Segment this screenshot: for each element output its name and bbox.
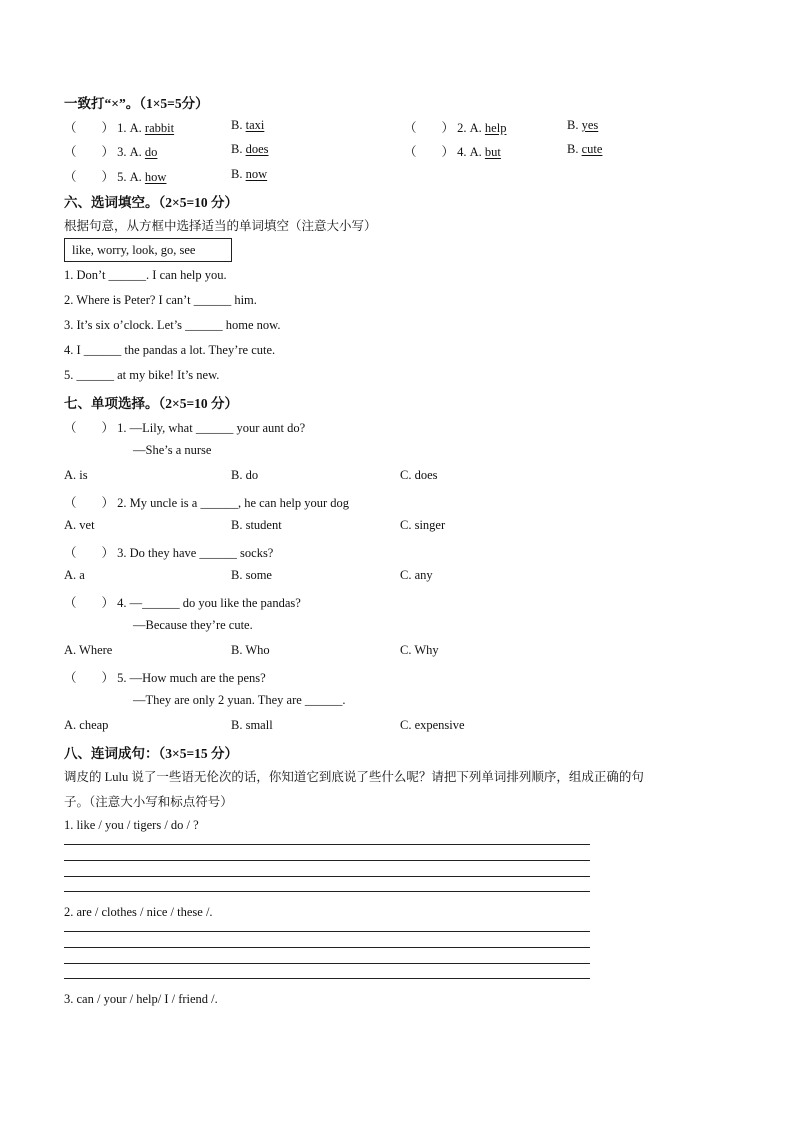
option-a-label: A. — [469, 121, 485, 135]
answer-blank[interactable]: （ ） — [64, 546, 115, 560]
choice-c: C. expensive — [400, 718, 465, 732]
reorder-item: 3. can / your / help/ I / friend /. — [64, 992, 218, 1006]
writing-line[interactable] — [64, 931, 590, 932]
writing-line[interactable] — [64, 963, 590, 964]
choice-a: A. vet — [64, 518, 95, 532]
option-b-word: does — [245, 142, 269, 156]
option-a-label: A. — [129, 121, 145, 135]
fill-item: 3. It’s six o’clock. Let’s ______ home now. — [64, 318, 281, 332]
section6-instruction: 根据句意，从方框中选择适当的单词填空（注意大小写） — [64, 219, 377, 233]
question-text: 3. Do they have ______ socks? — [117, 546, 274, 560]
choice-a: A. a — [64, 568, 85, 582]
question-reply: —They are only 2 yuan. They are ______. — [133, 693, 346, 707]
option-a-label: A. — [129, 170, 145, 184]
choice-c: C. any — [400, 568, 433, 582]
reorder-item: 2. are / clothes / nice / these /. — [64, 905, 213, 919]
choice-b: B. Who — [231, 643, 270, 657]
option-b-label: B. — [567, 142, 582, 156]
option-b-label: B. — [231, 118, 246, 132]
option-b-label: B. — [567, 118, 582, 132]
word-box-text: like, worry, look, go, see — [72, 243, 196, 257]
item-number: 2. — [457, 121, 467, 135]
question-stem — [64, 593, 301, 611]
question-stem — [64, 418, 305, 436]
item-number: 3. — [117, 145, 127, 159]
item-number: 1. — [117, 121, 127, 135]
choice-a: A. cheap — [64, 718, 109, 732]
section8-title: 八、连词成句：（3×5=15 分） — [64, 746, 239, 761]
section6-title: 六、选词填空。（2×5=10 分） — [64, 195, 239, 210]
reorder-item: 1. like / you / tigers / do / ? — [64, 818, 199, 832]
choice-b: B. student — [231, 518, 282, 532]
writing-line[interactable] — [64, 844, 590, 845]
section5-title: 一致打“×”。（1×5=5分） — [64, 96, 209, 111]
choice-c: C. singer — [400, 518, 446, 532]
question-text: 2. My uncle is a ______, he can help your dog — [117, 496, 350, 510]
question-text: 1. —Lily, what ______ your aunt do? — [117, 421, 306, 435]
option-a-word: but — [484, 145, 501, 159]
option-b-word: now — [245, 167, 268, 181]
option-a-word: do — [144, 145, 158, 159]
answer-blank[interactable]: （ ） — [64, 421, 115, 435]
item-number: 5. — [117, 170, 127, 184]
answer-blank[interactable]: （ ） — [64, 170, 115, 184]
writing-line[interactable] — [64, 876, 590, 877]
writing-line[interactable] — [64, 947, 590, 948]
option-b — [567, 142, 602, 157]
question-text: 5. —How much are the pens? — [117, 671, 266, 685]
answer-blank[interactable]: （ ） — [64, 145, 115, 159]
writing-line[interactable] — [64, 860, 590, 861]
option-b — [567, 118, 598, 133]
choice-a: A. Where — [64, 643, 113, 657]
option-b-word: taxi — [245, 118, 265, 132]
question-reply: —Because they’re cute. — [133, 618, 253, 632]
section7-title: 七、单项选择。（2×5=10 分） — [64, 396, 239, 411]
list-item — [64, 118, 174, 136]
question-stem — [64, 543, 273, 561]
choice-b: B. do — [231, 468, 259, 482]
writing-line[interactable] — [64, 978, 590, 979]
question-text: 4. —______ do you like the pandas? — [117, 596, 301, 610]
option-a-word: how — [144, 170, 167, 184]
option-a-word: rabbit — [144, 121, 175, 135]
question-reply: —She’s a nurse — [133, 443, 212, 457]
choice-b: B. some — [231, 568, 272, 582]
list-item — [64, 167, 166, 185]
option-b-label: B. — [231, 142, 246, 156]
answer-blank[interactable]: （ ） — [64, 671, 115, 685]
list-item — [404, 118, 506, 136]
choice-b: B. small — [231, 718, 273, 732]
option-a-word: help — [484, 121, 507, 135]
answer-blank[interactable]: （ ） — [64, 596, 115, 610]
fill-item: 1. Don’t ______. I can help you. — [64, 268, 227, 282]
option-b — [231, 118, 264, 133]
answer-blank[interactable]: （ ） — [64, 496, 115, 510]
answer-blank[interactable]: （ ） — [64, 121, 115, 135]
question-stem — [64, 668, 266, 686]
question-stem — [64, 493, 349, 511]
option-b-word: cute — [581, 142, 603, 156]
item-number: 4. — [457, 145, 467, 159]
list-item — [64, 142, 157, 160]
choice-c: C. does — [400, 468, 438, 482]
option-a-label: A. — [469, 145, 485, 159]
list-item — [404, 142, 501, 160]
option-b-label: B. — [231, 167, 246, 181]
option-b — [231, 167, 267, 182]
fill-item: 2. Where is Peter? I can’t ______ him. — [64, 293, 257, 307]
fill-item: 5. ______ at my bike! It’s new. — [64, 368, 220, 382]
choice-a: A. is — [64, 468, 88, 482]
answer-blank[interactable]: （ ） — [404, 145, 455, 159]
option-b — [231, 142, 269, 157]
choice-c: C. Why — [400, 643, 439, 657]
option-a-label: A. — [129, 145, 145, 159]
answer-blank[interactable]: （ ） — [404, 121, 455, 135]
fill-item: 4. I ______ the pandas a lot. They’re cute. — [64, 343, 276, 357]
section8-instruction-line2: 子。（注意大小写和标点符号） — [64, 795, 233, 809]
option-b-word: yes — [581, 118, 599, 132]
section8-instruction-line1: 调皮的 Lulu 说了一些语无伦次的话，你知道它到底说了些什么呢？请把下列单词排列顺序，组成正确的句 — [64, 770, 644, 784]
writing-line[interactable] — [64, 891, 590, 892]
